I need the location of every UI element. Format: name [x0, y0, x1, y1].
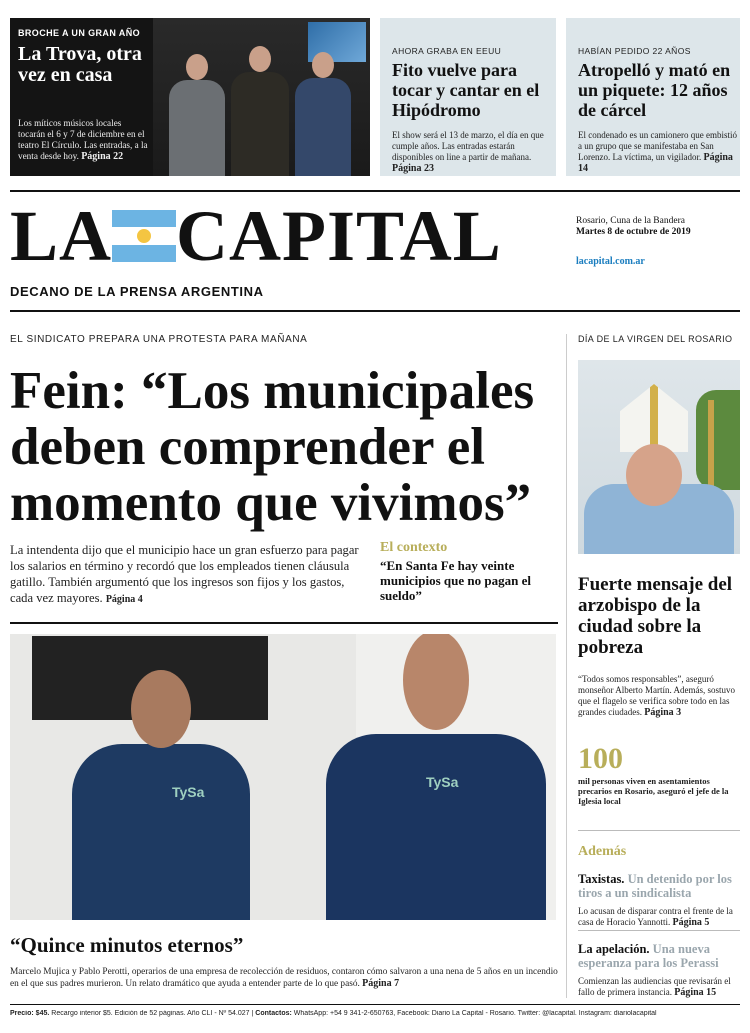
masthead-title-left: LA	[10, 196, 113, 276]
worker-figure	[326, 734, 546, 920]
teaser-headline: La Trova, otra vez en casa	[18, 43, 142, 86]
brief-apelacion[interactable]	[578, 942, 740, 998]
brief-text: Lo acusan de disparar contra el frente de la casa de Horacio Yannotti. Página 5	[578, 906, 733, 928]
brief-headline: La apelación. Una nueva esperanza para los Perassi	[578, 942, 719, 970]
rescue-workers-photo	[10, 634, 556, 920]
photo-story-headline[interactable]: “Quince minutos eternos”	[10, 933, 244, 957]
teaser-body: Los míticos músicos locales tocarán el 6 y 7 de diciembre en el teatro El Círculo. Las entradas, a la venta desde hoy. Página 22	[18, 118, 148, 162]
context-quote[interactable]: “En Santa Fe hay veinte municipios que no pagan el sueldo”	[380, 558, 531, 603]
side-divider	[578, 830, 740, 831]
footer-price: Precio: $45.	[10, 1010, 50, 1017]
shirt-logo: TySa	[426, 774, 459, 790]
teaser-headline: Atropelló y mató en un piquete: 12 años de cárcel	[578, 60, 731, 120]
masthead-meta	[576, 216, 740, 238]
column-divider	[566, 334, 567, 998]
main-divider	[10, 622, 558, 624]
side-column	[578, 334, 740, 998]
background-greenery	[696, 390, 740, 490]
archbishop-face	[626, 444, 682, 506]
side-statistic-number: 100	[578, 742, 623, 775]
masthead-title-right: CAPITAL	[176, 196, 502, 276]
musician-figure	[231, 72, 289, 176]
masthead-top-rule	[10, 190, 740, 192]
argentina-flag-icon	[112, 210, 176, 262]
side-statistic-text: mil personas viven en asentamientos precarios en Rosario, aseguró el jefe de la Iglesia local	[578, 776, 729, 806]
side-page-ref: Página 3	[644, 707, 682, 718]
brief-text: Comienzan las audiencias que revisarán el fallo de primera instancia. Página 15	[578, 976, 731, 998]
newspaper-front-page	[10, 8, 740, 1025]
footer-details: Recargo interior $5. Edición de 52 páginas. Año CLI - Nº 54.027	[51, 1010, 250, 1017]
side-headline[interactable]: Fuerte mensaje del arzobispo de la ciudad sobre la pobreza	[578, 574, 733, 658]
photo-story-page-ref: Página 7	[362, 978, 400, 989]
masthead-logo[interactable]	[10, 196, 502, 276]
shirt-logo: TySa	[172, 784, 205, 800]
teaser-page-ref: Página 22	[81, 151, 124, 162]
ademas-label: Además	[578, 844, 627, 859]
teaser-page-ref: Página 14	[578, 152, 733, 174]
masthead-date: Martes 8 de octubre de 2019	[576, 227, 691, 237]
teaser-body: El show será el 13 de marzo, el día en que cumple años. Las entradas estarán disponibles on line a partir de mañana. Página 23	[392, 130, 544, 174]
teaser-kicker: BROCHE A UN GRAN AÑO	[18, 28, 140, 38]
masthead-city: Rosario, Cuna de la Bandera	[576, 216, 685, 226]
archbishop-photo	[578, 360, 740, 554]
teaser-kicker: AHORA GRABA EN EEUU	[392, 46, 502, 56]
main-kicker: EL SINDICATO PREPARA UNA PROTESTA PARA MAÑANA	[10, 334, 308, 345]
footer: Precio: $45. Recargo interior $5. Edición de 52 páginas. Año CLI - Nº 54.027 | Contactos: WhatsApp: +54 9 341-2-650763, Facebook: Diario La Capital - Rosario. Twitter: @lacapital. Instagram: diariolacapital	[10, 1010, 657, 1017]
masthead-bottom-rule	[10, 310, 740, 312]
footer-contacts-label: Contactos:	[255, 1010, 292, 1017]
footer-rule	[10, 1004, 740, 1005]
brief-headline: Taxistas. Un detenido por los tiros a un sindicalista	[578, 872, 732, 900]
brief-page-ref: Página 15	[674, 987, 717, 998]
teaser-headline: Fito vuelve para tocar y cantar en el Hipódromo	[392, 60, 540, 120]
side-kicker: DÍA DE LA VIRGEN DEL ROSARIO	[578, 334, 733, 344]
teaser-body: El condenado es un camionero que embistió a un grupo que se manifestaba en San Lorenzo. La víctima, un vigilador. Página 14	[578, 130, 737, 174]
top-teasers	[10, 8, 740, 178]
masthead-website-link[interactable]: lacapital.com.ar	[576, 256, 645, 267]
brief-divider	[578, 930, 740, 931]
teaser-kicker: HABÍAN PEDIDO 22 AÑOS	[578, 46, 691, 56]
teaser-page-ref: Página 23	[392, 163, 434, 174]
main-headline[interactable]: Fein: “Los municipales deben comprender el momento que vivimos”	[10, 362, 535, 532]
mitre-icon	[620, 384, 688, 452]
brief-page-ref: Página 5	[672, 917, 710, 928]
teaser-photo-band	[153, 18, 370, 176]
musician-figure	[169, 80, 225, 176]
musician-figure	[295, 78, 351, 176]
main-page-ref: Página 4	[105, 594, 143, 605]
teaser-la-trova[interactable]	[10, 18, 370, 176]
main-body: La intendenta dijo que el municipio hace un gran esfuerzo para pagar los salarios en término y recordó que los empleados tienen cláusula gatillo. También argumentó que los ingresos son fijos y los gastos, cada vez mayores. Página 4	[10, 543, 359, 605]
footer-contacts: WhatsApp: +54 9 341-2-650763, Facebook: Diario La Capital - Rosario. Twitter: @lacapital. Instagram: diariolacapital	[293, 1010, 657, 1017]
teaser-fito[interactable]	[380, 18, 556, 176]
masthead-subtitle: DECANO DE LA PRENSA ARGENTINA	[10, 284, 264, 299]
brief-taxistas[interactable]	[578, 872, 740, 928]
photo-story-body: Marcelo Mujica y Pablo Perotti, operarios de una empresa de recolección de residuos, contaron cómo salvaron a una nena de 5 años en un incendio en el que sus padres murieron. Un relato dramático que ayuda a entender parte de lo que pasó. Página 7	[10, 967, 558, 989]
context-label: El contexto	[380, 540, 448, 555]
teaser-atropello[interactable]	[566, 18, 740, 176]
side-body: “Todos somos responsables”, aseguró monseñor Alberto Martín. Además, sostuvo que el flagelo se verifica sobre todo en las grandes ciudades. Página 3	[578, 674, 735, 718]
worker-figure	[72, 744, 250, 920]
